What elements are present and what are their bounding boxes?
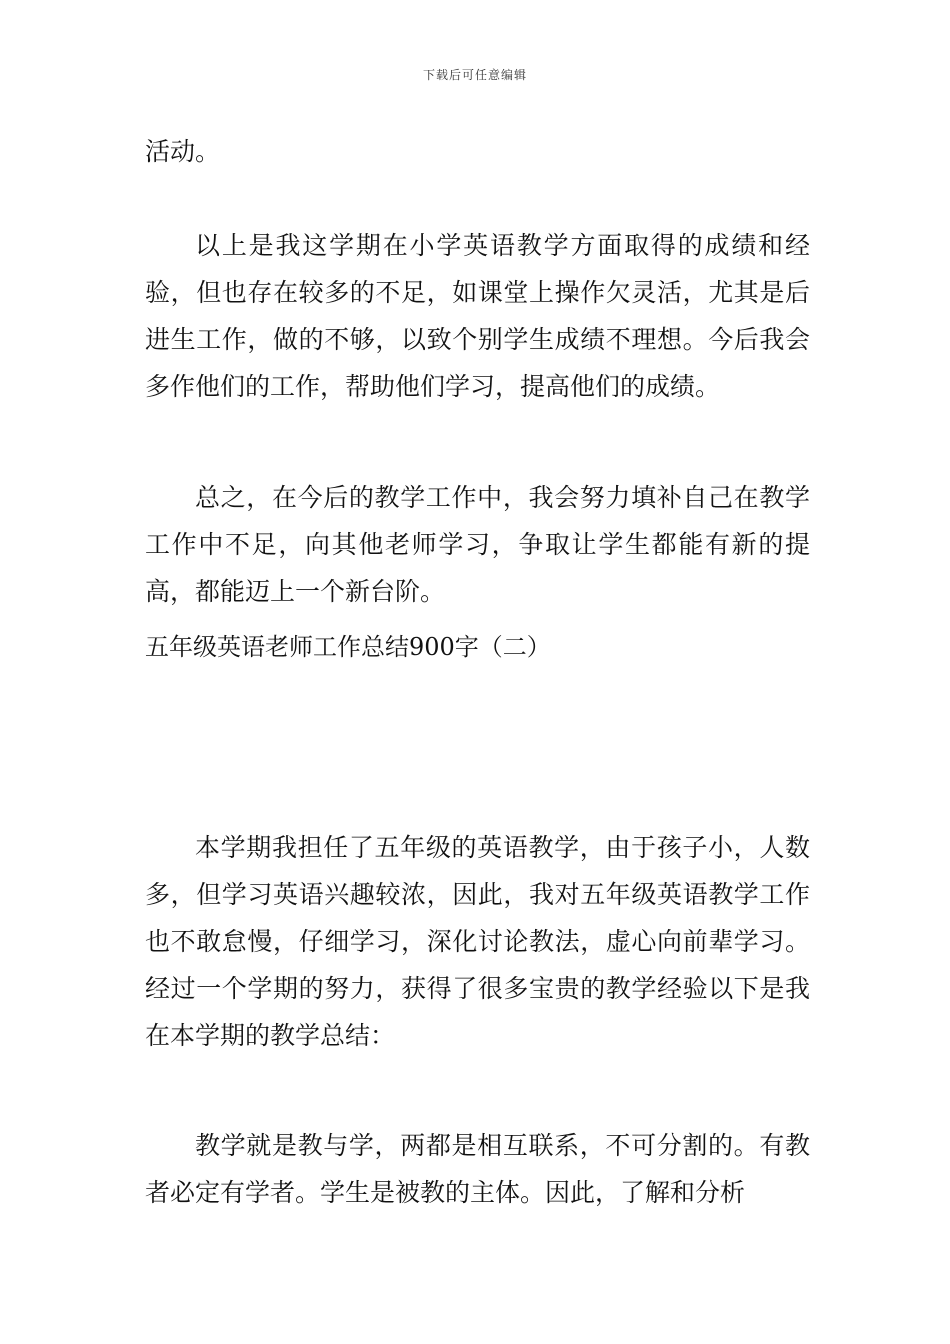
page-header-note: 下载后可任意编辑 xyxy=(422,68,527,82)
paragraph-teaching-learning: 教学就是教与学，两都是相互联系，不可分割的。有教者必定有学者。学生是被教的主体。因此，了解和分析 xyxy=(145,1131,810,1207)
section-heading: 五年级英语老师工作总结900字（二） xyxy=(145,633,551,661)
paragraph-conclusion: 总之，在今后的教学工作中，我会努力填补自己在教学工作中不足，向其他老师学习，争取让学生都能有新的提高，都能迈上一个新台阶。 xyxy=(145,483,810,606)
paragraph-intro-semester: 本学期我担任了五年级的英语教学，由于孩子小，人数多，但学习英语兴趣较浓，因此，我对五年级英语教学工作也不敢怠慢，仔细学习，深化讨论教法，虚心向前辈学习。经过一个学期的努力，获得了很多宝贵的教学经验以下是我在本学期的教学总结： xyxy=(145,833,810,1050)
paragraph-activity-end: 活动。 xyxy=(145,137,221,166)
paragraph-achievements: 以上是我这学期在小学英语教学方面取得的成绩和经验，但也存在较多的不足，如课堂上操作欠灵活，尤其是后进生工作，做的不够，以致个别学生成绩不理想。今后我会多作他们的工作，帮助他们学习，提高他们的成绩。 xyxy=(145,231,810,401)
